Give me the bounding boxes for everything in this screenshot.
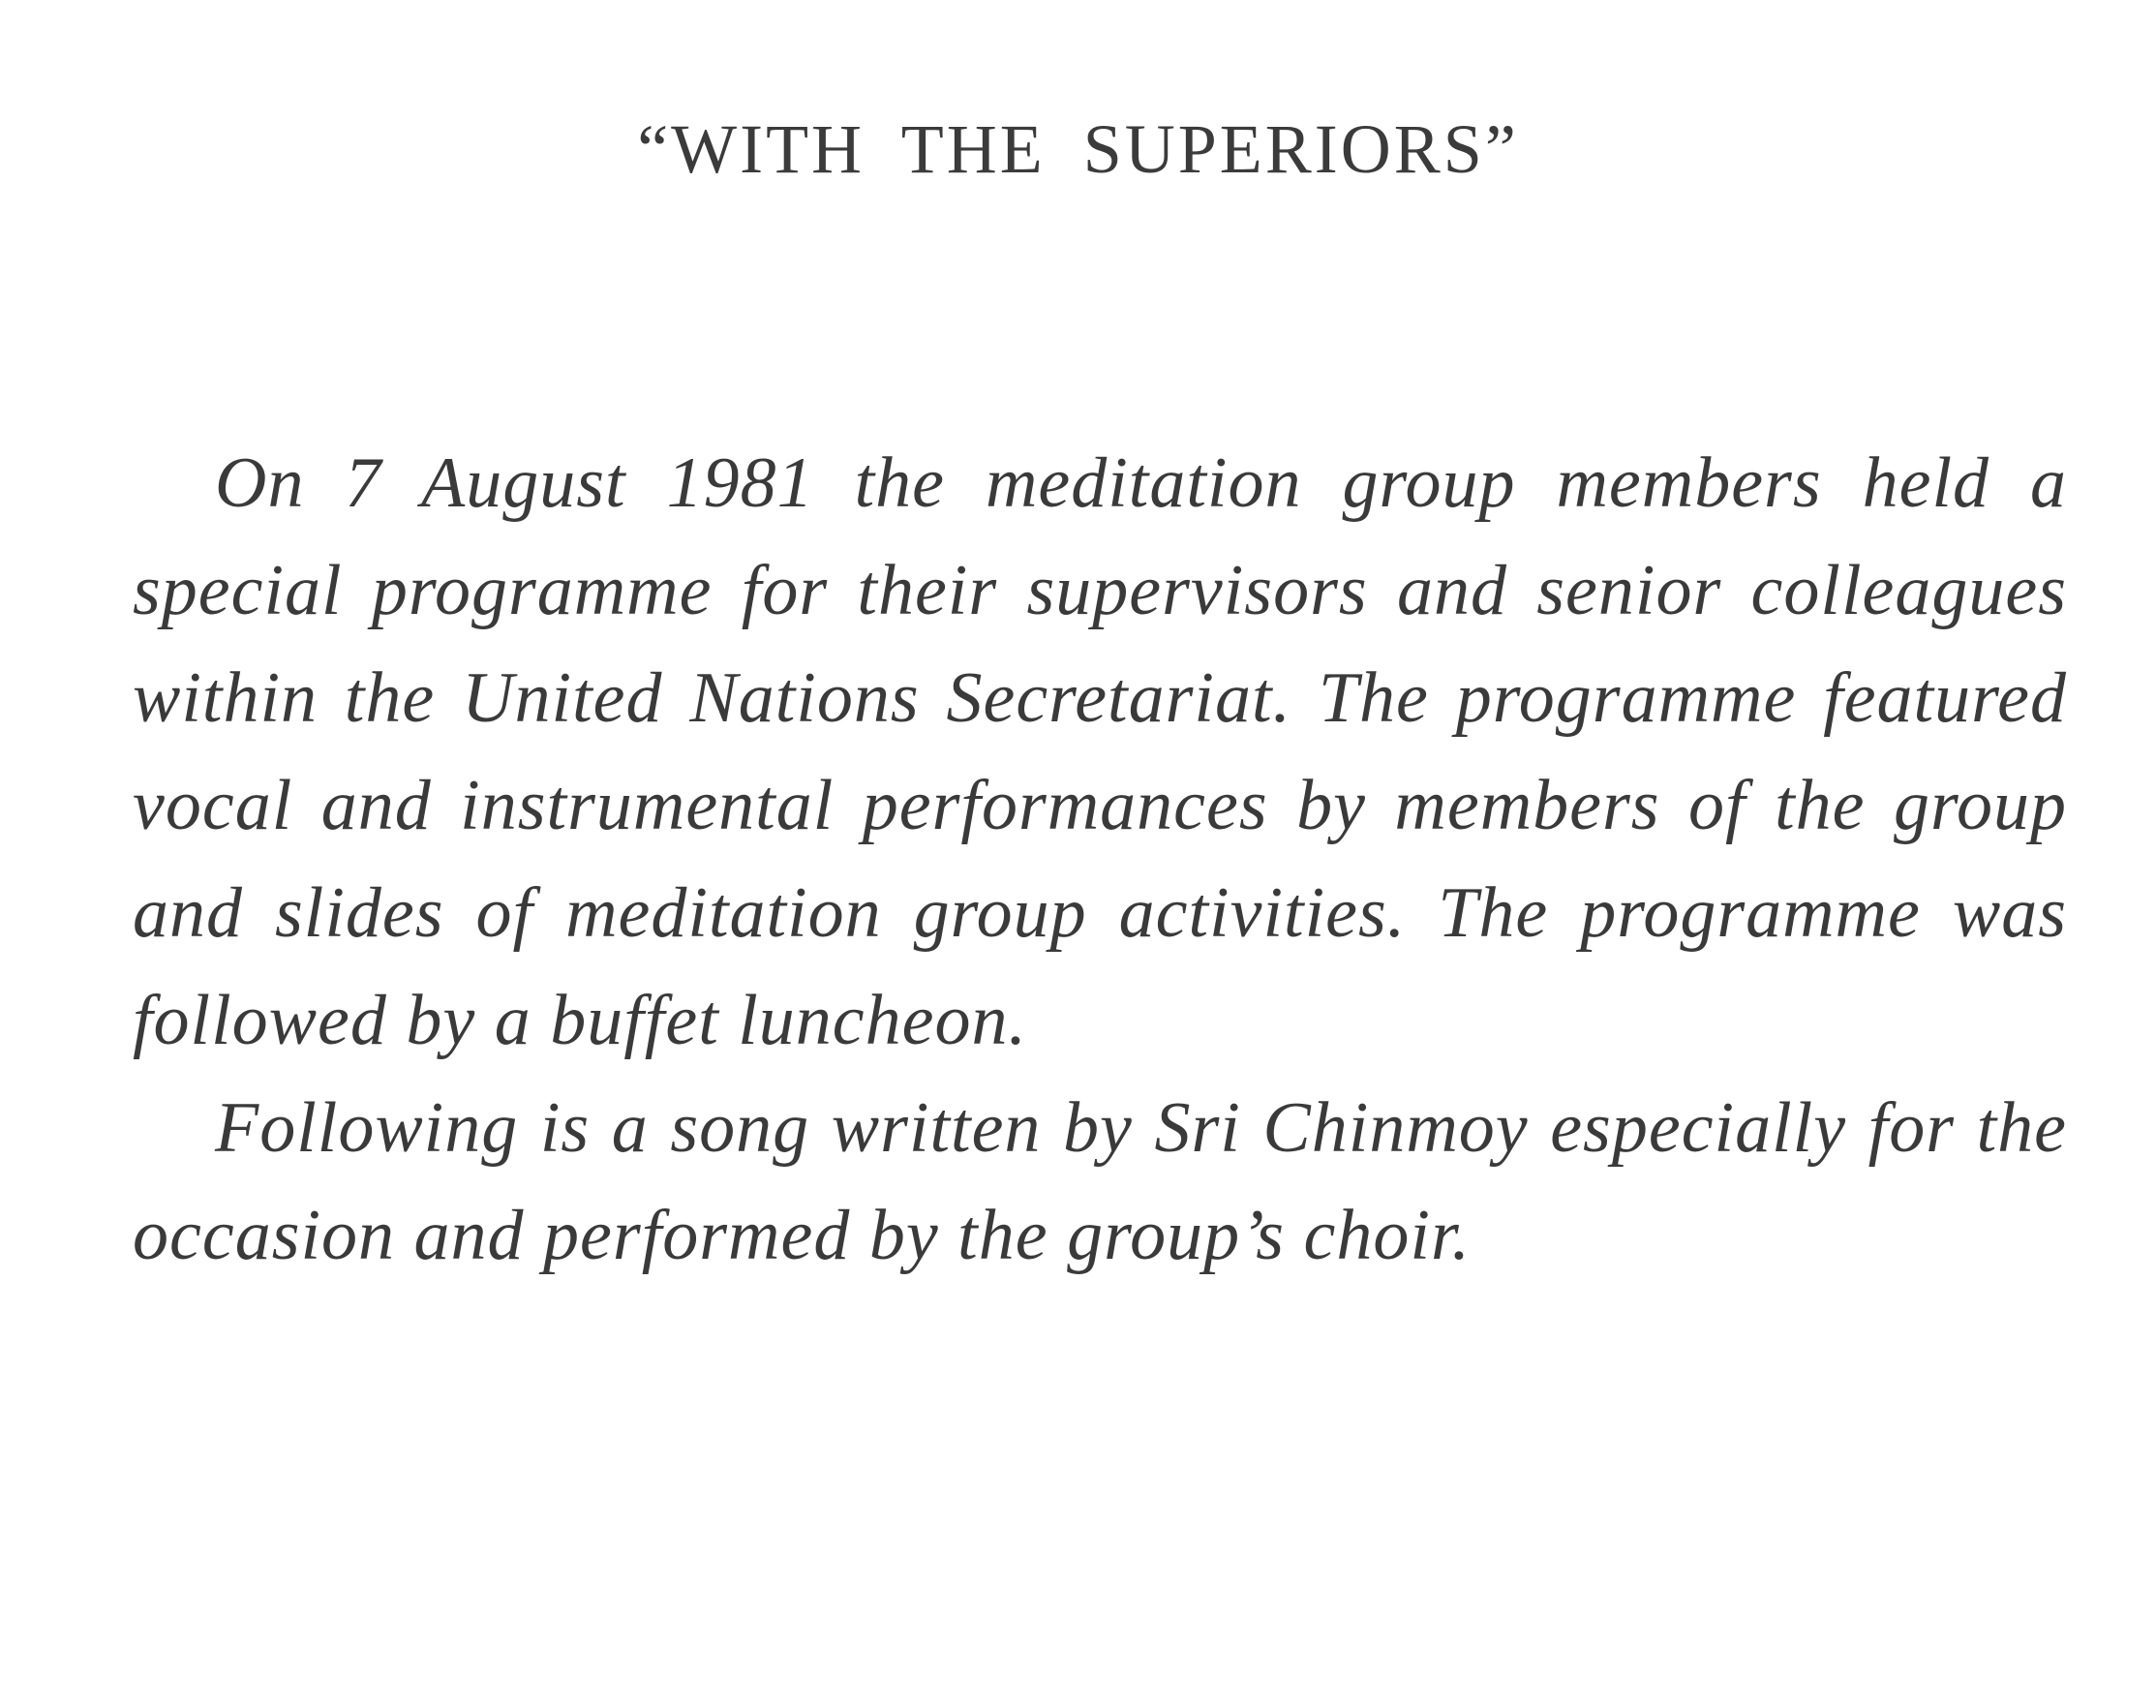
body-text (133, 430, 2067, 1290)
paragraph-song-intro: Following is a song written by Sri Chinmoy especially for the occasion and performed by the group’s choir. (133, 1088, 2067, 1275)
paragraph-event-description: On 7 August 1981 the meditation group members held a special programme for their supervisors and senior colleagues within the United Nations Secretariat. The programme featured vocal and instrumental performances by members of the group and slides of meditation group activities. The programme was followed by a buffet luncheon. (133, 443, 2067, 1060)
page-title: “WITH THE SUPERIORS” (637, 110, 1519, 188)
